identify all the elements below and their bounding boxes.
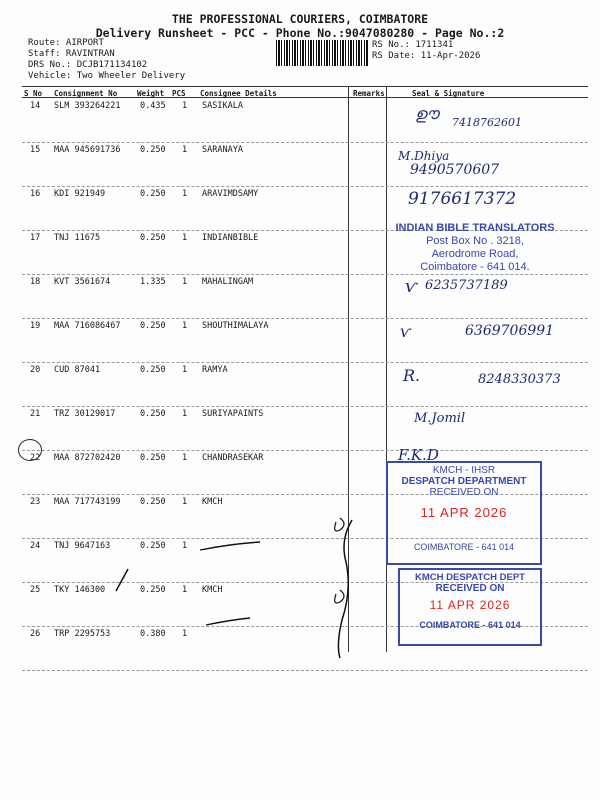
row-weight: 0.380	[140, 629, 166, 639]
row-consignee: SASIKALA	[202, 101, 243, 111]
runsheet-subtitle: Delivery Runsheet - PCC - Phone No.:9047080280 - Page No.:2	[95, 26, 505, 40]
row-sno: 20	[30, 365, 41, 375]
row-pcs: 1	[182, 585, 188, 595]
row-divider	[22, 318, 588, 319]
drs-text: DRS No.: DCJB171134102	[28, 60, 148, 70]
col-pcs: PCS	[172, 89, 186, 98]
row-consignment: TKY 146300	[54, 585, 106, 595]
row-weight: 0.435	[140, 101, 166, 111]
circle-mark	[18, 439, 42, 461]
kmch2-date: 11 APR 2026	[429, 598, 511, 612]
row-weight: 0.250	[140, 497, 166, 507]
barcode	[276, 40, 368, 66]
row-sno: 22	[30, 453, 41, 463]
row-pcs: 1	[182, 453, 188, 463]
row-weight: 0.250	[140, 541, 166, 551]
rs-number: RS No.: 1711341	[372, 40, 454, 50]
phone-18: 6235737189	[425, 278, 508, 293]
row-pcs: 1	[182, 365, 188, 375]
row-divider	[22, 406, 588, 407]
row-consignee: SURIYAPAINTS	[202, 409, 264, 419]
row-weight: 0.250	[140, 321, 166, 331]
row-pcs: 1	[182, 321, 188, 331]
row-weight: 0.250	[140, 409, 166, 419]
phone-16: 9176617372	[408, 189, 517, 209]
row-consignment: SLM 393264221	[54, 101, 121, 111]
vehicle-text: Vehicle: Two Wheeler Delivery	[28, 71, 186, 81]
signature-21: M.Jomil	[414, 411, 466, 426]
rs-block	[372, 40, 480, 62]
row-consignee: CHANDRASEKAR	[202, 453, 264, 463]
row-divider	[22, 670, 588, 671]
kmch-stamp-2	[398, 568, 542, 646]
kmch1-date: 11 APR 2026	[420, 505, 508, 520]
row-consignee: KMCH	[202, 585, 223, 595]
signature-15: M.Dhiya	[398, 149, 450, 163]
row-consignee: RAMYA	[202, 365, 228, 375]
row-pcs: 1	[182, 409, 188, 419]
row-consignment: TRZ 30129017	[54, 409, 116, 419]
phone-20: 8248330373	[478, 372, 561, 387]
row-sno: 23	[30, 497, 41, 507]
row-consignment: TNJ 11675	[54, 233, 101, 243]
row-weight: 0.250	[140, 585, 166, 595]
bible-stamp-line3: Aerodrome Road,	[431, 248, 519, 260]
row-weight: 0.250	[140, 453, 166, 463]
rs-date: RS Date: 11-Apr-2026	[372, 51, 481, 61]
col-remarks: Remarks	[353, 89, 385, 98]
row-weight: 0.250	[140, 145, 166, 155]
col-consignment: Consignment No	[54, 89, 118, 98]
row-divider	[22, 450, 588, 451]
row-consignment: TRP 2295753	[54, 629, 111, 639]
row-pcs: 1	[182, 277, 188, 287]
row-weight: 0.250	[140, 365, 166, 375]
staff-text: Staff: RAVINTRAN	[28, 49, 115, 59]
row-sno: 14	[30, 101, 41, 111]
row-pcs: 1	[182, 497, 188, 507]
row-consignment: KDI 921949	[54, 189, 106, 199]
row-consignment: MAA 945691736	[54, 145, 121, 155]
tick-mark	[110, 565, 140, 595]
signature-14: ഊ	[415, 104, 439, 123]
phone-19: 6369706991	[465, 323, 555, 339]
signature-19: ⱱ	[400, 322, 411, 341]
row-divider	[22, 362, 588, 363]
row-consignee: ARAVIMDSAMY	[202, 189, 259, 199]
row-consignee: INDIANBIBLE	[202, 233, 259, 243]
row-sno: 21	[30, 409, 41, 419]
row-sno: 26	[30, 629, 41, 639]
phone-15: 9490570607	[410, 162, 500, 178]
kmch1-line1: KMCH - IHSR	[432, 465, 496, 476]
row-sno: 19	[30, 321, 41, 331]
row-consignment: MAA 717743199	[54, 497, 121, 507]
col-weight: Weight	[137, 89, 165, 98]
row-sno: 17	[30, 233, 41, 243]
row-consignment: CUD 87041	[54, 365, 101, 375]
row-consignee: SHOUTHIMALAYA	[202, 321, 269, 331]
signature-22: F.K.D	[398, 446, 439, 464]
kmch2-line1: KMCH DESPATCH DEPT	[415, 572, 525, 583]
kmch1-line2: DESPATCH DEPARTMENT	[401, 476, 527, 487]
row-weight: 0.250	[140, 189, 166, 199]
kmch-stamp-1	[386, 461, 542, 565]
col-consignee: Consignee Details	[200, 89, 277, 98]
route-text: Route: AIRPORT	[28, 38, 104, 48]
signature-18: ⱱ	[405, 276, 417, 297]
row-sno: 15	[30, 145, 41, 155]
row-consignee: MAHALINGAM	[202, 277, 254, 287]
kmch1-line3: RECEIVED ON	[429, 487, 499, 498]
row-consignment: KVT 3561674	[54, 277, 111, 287]
row-pcs: 1	[182, 629, 188, 639]
row-sno: 16	[30, 189, 41, 199]
row-pcs: 1	[182, 145, 188, 155]
row-pcs: 1	[182, 101, 188, 111]
bible-stamp-line2: Post Box No . 3218,	[426, 235, 524, 247]
row-pcs: 1	[182, 189, 188, 199]
phone-14: 7418762601	[452, 116, 522, 129]
row-pcs: 1	[182, 541, 188, 551]
kmch2-city: COIMBATORE - 641 014	[419, 620, 521, 630]
table-top-line	[22, 86, 588, 87]
row-pcs: 1	[182, 233, 188, 243]
kmch2-line2: RECEIVED ON	[435, 583, 505, 594]
meta-block	[28, 38, 185, 82]
row-weight: 0.250	[140, 233, 166, 243]
row-divider	[22, 274, 588, 275]
row-sno: 24	[30, 541, 41, 551]
row-sno: 25	[30, 585, 41, 595]
row-consignment: MAA 716086467	[54, 321, 121, 331]
signature-20: R.	[403, 366, 421, 385]
bible-stamp	[380, 222, 570, 274]
bible-stamp-line1: INDIAN BIBLE TRANSLATORS	[395, 222, 555, 234]
row-consignment: TNJ 9647163	[54, 541, 111, 551]
row-divider	[22, 142, 588, 143]
row-weight: 1.335	[140, 277, 166, 287]
row-consignee: KMCH	[202, 497, 223, 507]
row-consignment: MAA 872702420	[54, 453, 121, 463]
pen-strokes	[190, 500, 400, 660]
kmch1-city: COIMBATORE - 641 014	[413, 542, 515, 552]
col-signature: Seal & Signature	[412, 89, 485, 98]
col-sno: S No	[24, 89, 43, 98]
row-divider	[22, 186, 588, 187]
row-consignee: SARANAYA	[202, 145, 243, 155]
bible-stamp-line4: Coimbatore - 641 014.	[420, 261, 530, 273]
row-sno: 18	[30, 277, 41, 287]
company-title: THE PROFESSIONAL COURIERS, COIMBATORE	[171, 12, 429, 26]
